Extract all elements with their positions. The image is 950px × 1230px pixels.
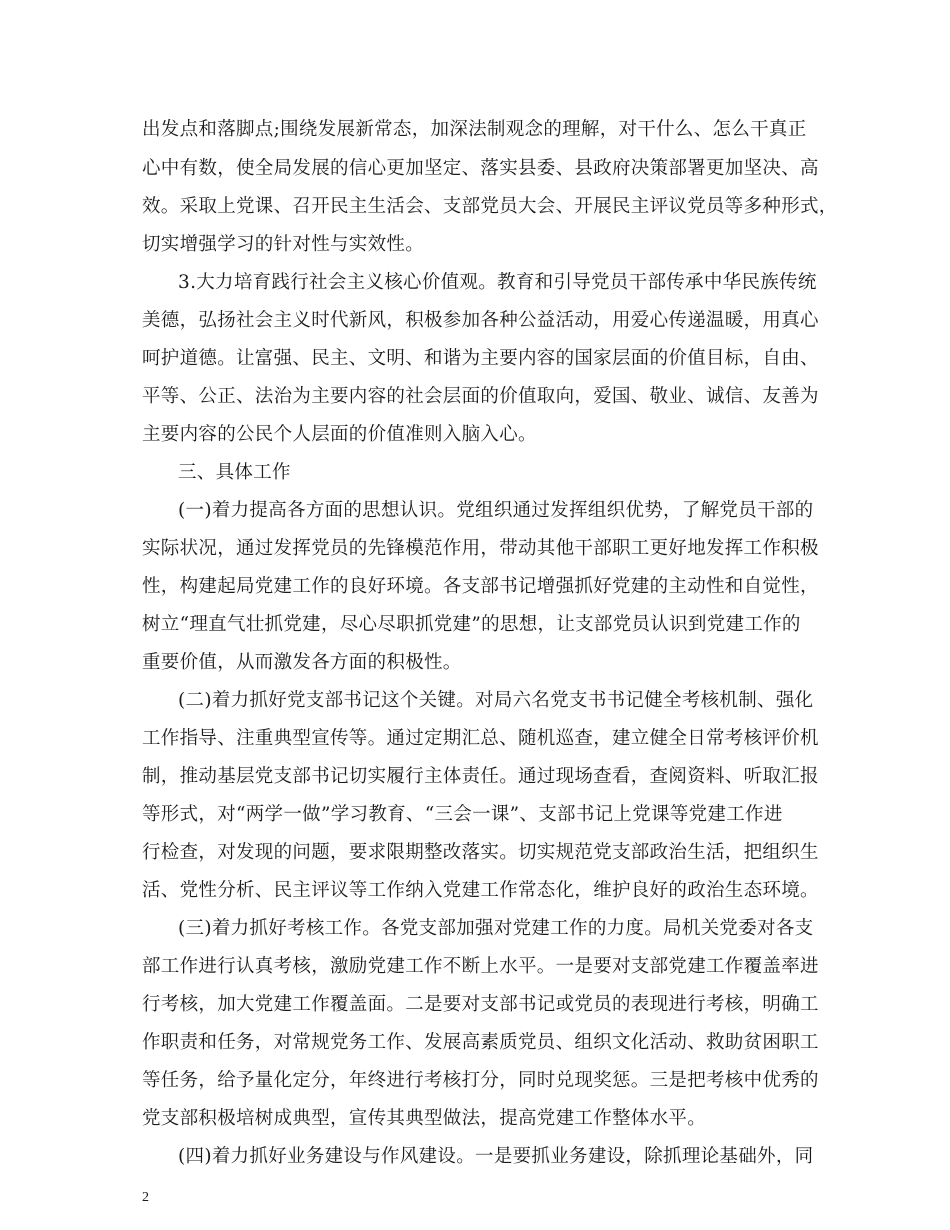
body-text-line: 工作指导、注重典型宣传等。通过定期汇总、随机巡查，建立健全日常考核评价机: [142, 728, 819, 749]
body-text-line: (三)着力抓好考核工作。各党支部加强对党建工作的力度。局机关党委对各支: [178, 918, 814, 939]
body-text-line: 性，构建起局党建工作的良好环境。各支部书记增强抓好党建的主动性和自觉性，: [142, 576, 819, 597]
body-text-line: 心中有数，使全局发展的信心更加坚定、落实县委、县政府决策部署更加坚决、高: [142, 158, 819, 179]
body-text-line: 美德，弘扬社会主义时代新风，积极参加各种公益活动，用爱心传递温暖，用真心: [142, 310, 819, 331]
section-heading: 三、具体工作: [178, 462, 291, 483]
body-text-line: 出发点和落脚点;围绕发展新常态，加深法制观念的理解，对干什么、怎么干真正: [142, 119, 807, 140]
body-text-line: 等形式，对“两学一做”学习教育、“三会一课”、支部书记上党课等党建工作进: [142, 804, 783, 825]
body-text-line: (四)着力抓好业务建设与作风建设。一是要抓业务建设，除抓理论基础外，同: [178, 1146, 814, 1167]
body-text-line: 活、党性分析、民主评议等工作纳入党建工作常态化，维护良好的政治生态环境。: [142, 880, 819, 901]
body-text-line: 主要内容的公民个人层面的价值准则入脑入心。: [142, 424, 537, 445]
body-text-line: 等任务，给予量化定分，年终进行考核打分，同时兑现奖惩。三是把考核中优秀的: [142, 1070, 819, 1091]
body-text-line: 部工作进行认真考核，激励党建工作不断上水平。一是要对支部党建工作覆盖率进: [142, 956, 819, 977]
body-text-line: 效。采取上党课、召开民主生活会、支部党员大会、开展民主评议党员等多种形式，: [142, 196, 838, 217]
body-text-line: (二)着力抓好党支部书记这个关键。对局六名党支书书记健全考核机制、强化: [178, 690, 814, 711]
body-text-line: 重要价值，从而激发各方面的积极性。: [142, 652, 462, 673]
body-text-line: 党支部积极培树成典型，宣传其典型做法，提高党建工作整体水平。: [142, 1108, 707, 1129]
body-text-line: 切实增强学习的针对性与实效性。: [142, 234, 425, 255]
body-text-line: 呵护道德。让富强、民主、文明、和谐为主要内容的国家层面的价值目标，自由、: [142, 348, 819, 369]
body-text-line: 实际状况，通过发挥党员的先锋模范作用，带动其他干部职工更好地发挥工作积极: [142, 538, 819, 559]
body-text-line: 行考核，加大党建工作覆盖面。二是要对支部书记或党员的表现进行考核，明确工: [142, 994, 819, 1015]
page-number: 2: [142, 1190, 149, 1205]
body-text-line: 树立“理直气壮抓党建，尽心尽职抓党建”的思想，让支部党员认识到党建工作的: [142, 614, 801, 635]
body-text-line: 制，推动基层党支部书记切实履行主体责任。通过现场查看，查阅资料、听取汇报: [142, 766, 819, 787]
body-text-line: 3.大力培育践行社会主义核心价值观。教育和引导党员干部传承中华民族传统: [178, 272, 817, 293]
body-text-line: 行检查，对发现的问题，要求限期整改落实。切实规范党支部政治生活，把组织生: [142, 842, 819, 863]
body-text-line: 作职责和任务，对常规党务工作、发展高素质党员、组织文化活动、救助贫困职工: [142, 1032, 819, 1053]
body-text-line: 平等、公正、法治为主要内容的社会层面的价值取向，爱国、敬业、诚信、友善为: [142, 386, 819, 407]
body-text-line: (一)着力提高各方面的思想认识。党组织通过发挥组织优势，了解党员干部的: [178, 500, 814, 521]
